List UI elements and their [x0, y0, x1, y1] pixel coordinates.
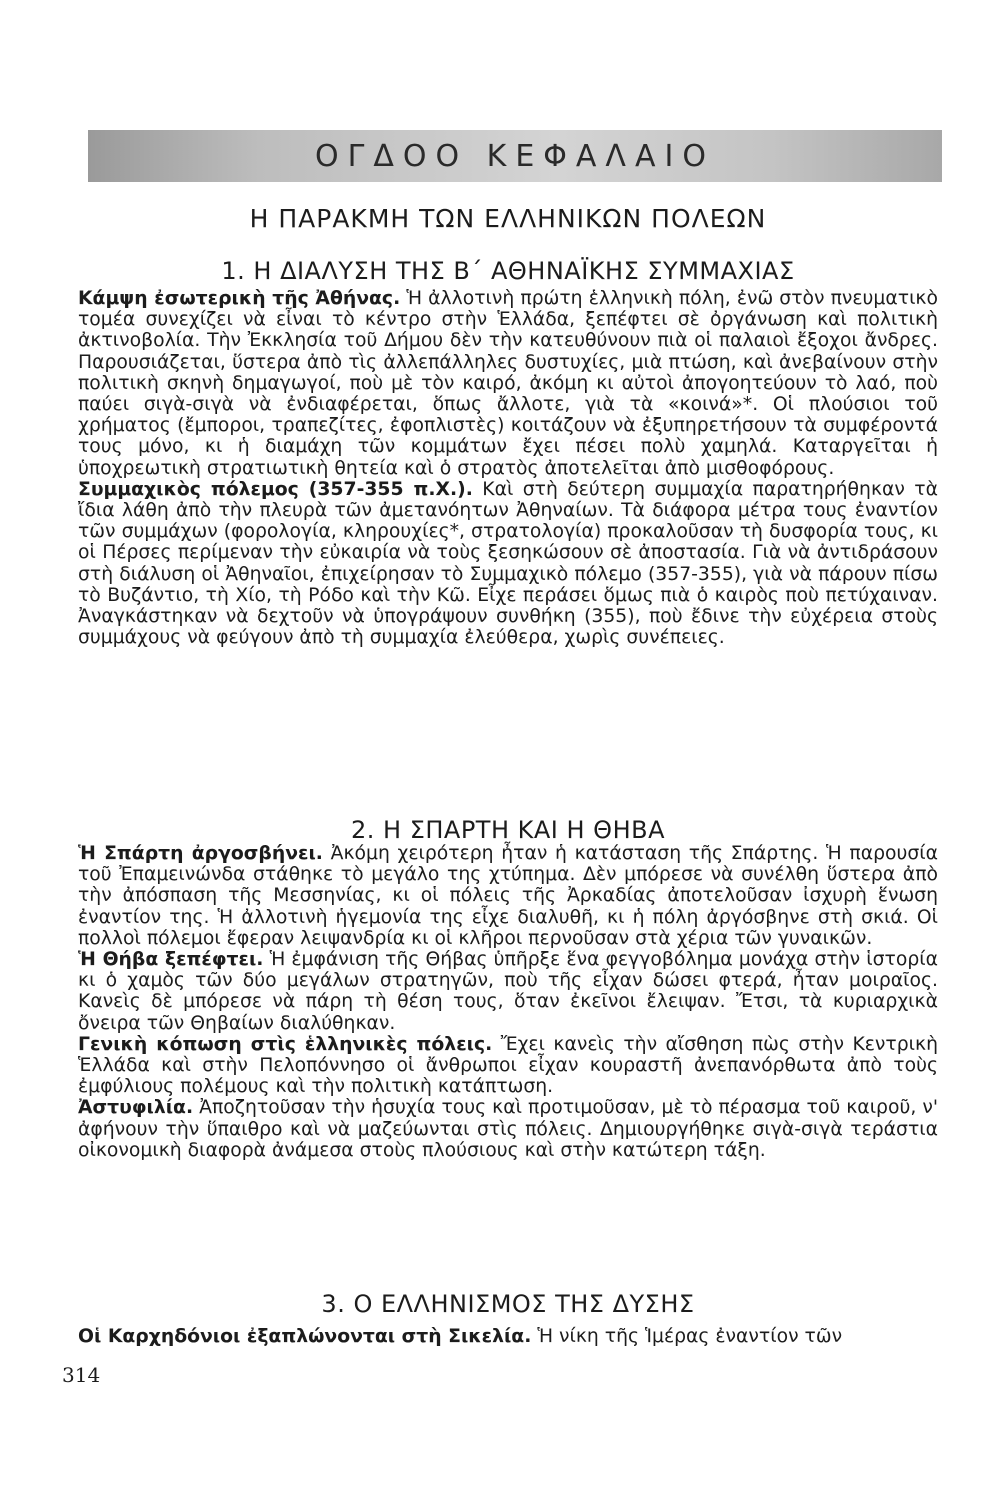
paragraph-lead: Ἡ Θήβα ξεπέφτει.: [78, 949, 264, 971]
paragraph-lead: Ἡ Σπάρτη ἀργοσβήνει.: [78, 843, 323, 864]
chapter-title: Η ΠΑΡΑΚΜΗ ΤΩΝ ΕΛΛΗΝΙΚΩΝ ΠΟΛΕΩΝ: [249, 204, 767, 233]
section-body-3: [78, 1326, 938, 1347]
paragraph-lead: Γενικὴ κόπωση στὶς ἑλληνικὲς πόλεις.: [78, 1033, 493, 1055]
paragraph-lead: Συμμαχικὸς πόλεμος (357-355 π.Χ.).: [78, 478, 473, 500]
paragraph: [78, 479, 938, 649]
paragraph-text: Ἀποζητοῦσαν τὴν ἡσυχία τους καὶ προτιμοῦσαν, μὲ τὸ πέρασμα τοῦ καιροῦ, ν' ἀφήνουν τὴν ὕπαιθρο καὶ νὰ μαζεύωνται στὶς πόλεις. Δημιουργήθηκε σιγὰ-σιγὰ τεράστια οἰκονομικὴ διαφορὰ ἀνάμεσα στοὺς πλούσιους καὶ στὴν κατώτερη τάξη.: [78, 1097, 938, 1161]
paragraph-lead: Κάμψη ἐσωτερικὴ τῆς Ἀθήνας.: [78, 288, 401, 309]
paragraph-text: Ἀκόμη χειρότερη ἦταν ἡ κατάσταση τῆς Σπάρτης. Ἡ παρουσία τοῦ Ἐπαμεινώνδα στάθηκε τὸ μεγάλο της χτύπημα. Δὲν μπόρεσε νὰ συνέλθη ὕστερα ἀπὸ τὴν ἀπόσπαση τῆς Μεσσηνίας, κι οἱ πόλεις τῆς Ἀρκαδίας ἀποτελοῦσαν ἰσχυρὴ ἕνωση ἐναντίον της. Ἡ ἀλλοτινὴ ἡγεμονία της εἶχε διαλυθῆ, κι ἡ πόλη ἀργόσβηνε στὴ σκιά. Οἱ πολλοὶ πόλεμοι ἔφεραν λειψανδρία κι οἱ κλῆροι περνοῦσαν στὰ χέρια τῶν γυναικῶν.: [78, 843, 938, 949]
section-heading-2: 2. Η ΣΠΑΡΤΗ ΚΑΙ Η ΘΗΒΑ: [351, 816, 665, 844]
paragraph-text: Ἡ νίκη τῆς Ἱμέρας ἐναντίον τῶν: [531, 1326, 843, 1347]
section-body-2: [78, 843, 938, 1161]
paragraph: [78, 843, 938, 949]
paragraph: [78, 1097, 938, 1161]
paragraph: [78, 288, 938, 479]
paragraph: [78, 1034, 938, 1098]
paragraph-text: Ἡ ἀλλοτινὴ πρώτη ἑλληνικὴ πόλη, ἐνῶ στὸν πνευματικὸ τομέα συνεχίζει νὰ εἶναι τὸ κέντρο στὴν Ἑλλάδα, ξεπέφτει σὲ ὀργάνωση καὶ πολιτικὴ ἀκτινοβολία. Τὴν Ἐκκλησία τοῦ Δήμου δὲν τὴν κατευθύνουν πιὰ οἱ παλαιοὶ ἔξοχοι ἄνδρες. Παρουσιάζεται, ὕστερα ἀπὸ τὶς ἀλλεπάλληλες δυστυχίες, μιὰ πτώση, καὶ ἀνεβαίνουν στὴν πολιτικὴ σκηνὴ δημαγωγοί, ποὺ μὲ τὸν καιρό, ἀκόμη κι αὐτοὶ ἀπογοητεύουν τὸ λαό, ποὺ παύει σιγὰ-σιγὰ νὰ ἐνδιαφέρεται, ὅπως ἄλλοτε, γιὰ τὰ «κοινά»*. Οἱ πλούσιοι τοῦ χρήματος (ἔμποροι, τραπεζίτες, ἐφοπλιστὲς) κοιτάζουν νὰ ἐξυπηρετήσουν τὰ συμφέροντά τους μόνο, κι ἡ διαμάχη τῶν κομμάτων ἔχει πέσει πολὺ χαμηλά. Καταργεῖται ἡ ὑποχρεωτικὴ στρατιωτικὴ θητεία καὶ ὁ στρατὸς ἀποτελεῖται ἀπὸ μισθοφόρους.: [78, 288, 938, 479]
paragraph-text: Ἡ ἐμφάνιση τῆς Θήβας ὑπῆρξε ἕνα φεγγοβόλημα μονάχα στὴν ἱστορία κι ὁ χαμὸς τῶν δύο μεγάλων στρατηγῶν, ποὺ τῆς εἶχαν δώσει φτερά, ἦταν μοιραῖος. Κανεὶς δὲ μπόρεσε νὰ πάρη τὴ θέση τους, ὅταν ἐκεῖνοι ἔλειψαν. Ἔτσι, τὰ κυριαρχικὰ ὄνειρα τῶν Θηβαίων διαλύθηκαν.: [78, 949, 938, 1034]
section-heading-3: 3. Ο ΕΛΛΗΝΙΣΜΟΣ ΤΗΣ ΔΥΣΗΣ: [321, 1290, 695, 1318]
paragraph: [78, 1326, 938, 1347]
paragraph-text: Ἔχει κανεὶς τὴν αἴσθηση πὼς στὴν Κεντρικὴ Ἑλλάδα καὶ στὴν Πελοπόννησο οἱ ἄνθρωποι εἶχαν κουραστῆ ἀνεπανόρθωτα ἀπὸ τοὺς ἐμφύλιους πολέμους καὶ τὴν πολιτικὴ κατάπτωση.: [78, 1033, 938, 1098]
chapter-banner: [88, 130, 942, 182]
chapter-banner-text: ΟΓΔΟΟ ΚΕΦΑΛΑΙΟ: [315, 138, 715, 174]
section-body-1: [78, 288, 938, 648]
paragraph-lead: Οἱ Καρχηδόνιοι ἐξαπλώνονται στὴ Σικελία.: [78, 1326, 532, 1347]
paragraph-lead: Ἀστυφιλία.: [78, 1097, 194, 1119]
paragraph: [78, 949, 938, 1034]
page-number: 314: [62, 1363, 101, 1387]
section-heading-1: 1. Η ΔΙΑΛΥΣΗ ΤΗΣ Β΄ ΑΘΗΝΑΪΚΗΣ ΣΥΜΜΑΧΙΑΣ: [221, 257, 795, 285]
paragraph-text: Καὶ στὴ δεύτερη συμμαχία παρατηρήθηκαν τὰ ἴδια λάθη ἀπὸ τὴν πλευρὰ τῶν ἀμετανόητων Ἀθηναίων. Τὰ διάφορα μέτρα τους ἐναντίον τῶν συμμάχων (φορολογία, κληρουχίες*, στρατολογία) προκαλοῦσαν τὴ δυσφορία τους, κι οἱ Πέρσες περίμεναν τὴν εὐκαιρία νὰ τοὺς ξεσηκώσουν σὲ ἀποστασία. Γιὰ νὰ ἀντιδράσουν στὴ διάλυση οἱ Ἀθηναῖοι, ἐπιχείρησαν τὸ Συμμαχικὸ πόλεμο (357-355), γιὰ νὰ πάρουν πίσω τὸ Βυζάντιο, τὴ Χίο, τὴ Ρόδο καὶ τὴν Κῶ. Εἶχε περάσει ὅμως πιὰ ὁ καιρὸς ποὺ πετύχαιναν. Ἀναγκάστηκαν νὰ δεχτοῦν νὰ ὑπογράψουν συνθήκη (355), ποὺ ἔδινε τὴν εὐχέρεια στοὺς συμμάχους νὰ φεύγουν ἀπὸ τὴ συμμαχία ἐλεύθερα, χωρὶς συνέπειες.: [78, 478, 938, 649]
